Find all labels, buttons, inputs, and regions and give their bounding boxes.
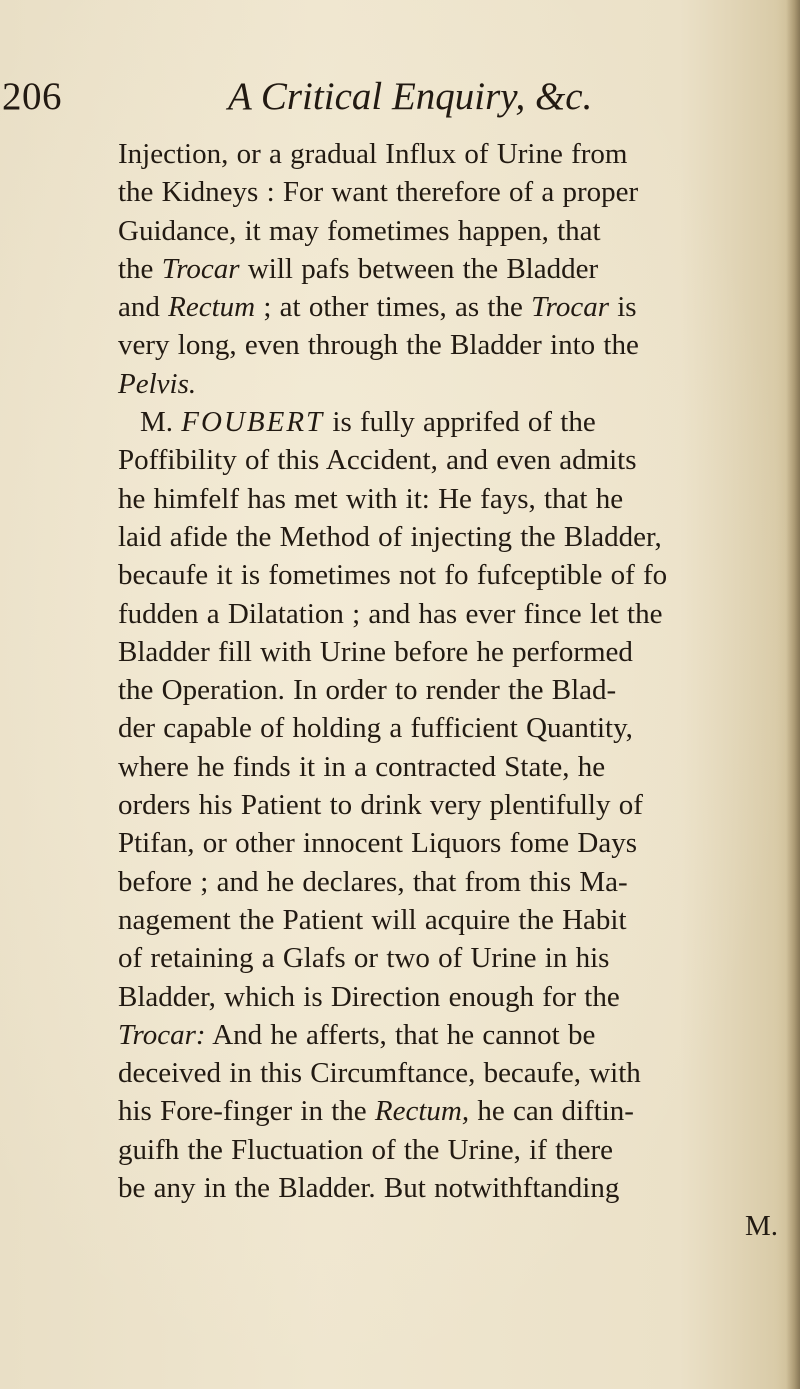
text-line	[118, 1092, 798, 1130]
text-run: he can diftin-	[469, 1095, 634, 1128]
text-line	[118, 1016, 798, 1054]
text-line	[118, 1131, 798, 1169]
text-line	[118, 135, 798, 173]
text-run: becaufe it is fometimes not fo fufceptible of fo	[118, 559, 668, 592]
text-line	[118, 250, 798, 288]
text-line	[118, 480, 798, 518]
text-line	[118, 212, 798, 250]
text-run: and	[118, 291, 169, 324]
text-run: Poffibility of this Accident, and even admits	[118, 444, 637, 477]
text-run: der capable of holding a fufficient Quantity,	[118, 712, 633, 745]
page-header	[0, 74, 800, 130]
text-run: And he afferts, that he cannot be	[205, 1018, 596, 1051]
text-run: before ; and he declares, that from this Ma-	[118, 865, 628, 898]
text-line	[118, 1054, 798, 1092]
text-run: ; at other times, as the	[255, 291, 532, 324]
page-number: 206	[2, 75, 62, 118]
text-run: deceived in this Circumftance, becaufe, with	[118, 1057, 641, 1090]
text-run: the	[118, 252, 162, 285]
text-run: will pafs between the Bladder	[239, 252, 599, 285]
running-head: A Critical Enquiry, &c.	[228, 75, 593, 118]
text-run: guifh the Fluctuation of the Urine, if there	[118, 1133, 614, 1166]
text-line	[118, 633, 798, 671]
text-line	[118, 326, 798, 364]
text-line	[118, 748, 798, 786]
text-run: Guidance, it may fometimes happen, that	[118, 214, 601, 247]
text-line	[118, 288, 798, 326]
text-run: laid afide the Method of injecting the Bladder,	[118, 520, 662, 553]
text-run: Bladder, which is Direction enough for the	[118, 980, 620, 1013]
text-line	[118, 786, 798, 824]
italic-text: Trocar	[161, 252, 240, 285]
text-run: Bladder fill with Urine before he performed	[118, 635, 633, 668]
text-run: is	[609, 291, 637, 324]
text-run: nagement the Patient will acquire the Habit	[118, 903, 627, 936]
text-run: M.	[140, 406, 182, 439]
text-run: fudden a Dilatation ; and has ever fince let the	[118, 597, 663, 630]
text-line	[118, 939, 798, 977]
text-run: is fully apprifed of the	[324, 406, 596, 439]
text-run: orders his Patient to drink very plentifully of	[118, 789, 643, 822]
text-line	[118, 403, 798, 441]
catchword: M.	[744, 1210, 778, 1243]
text-run: be any in the Bladder. But notwithftanding	[118, 1172, 620, 1205]
text-line	[118, 441, 798, 479]
text-run: he himfelf has met with it: He fays, that he	[118, 482, 624, 515]
italic-text: FOUBERT	[181, 406, 325, 439]
italic-text: Trocar:	[118, 1018, 206, 1051]
text-run: of retaining a Glafs or two of Urine in his	[118, 942, 610, 975]
text-run: very long, even through the Bladder into the	[118, 329, 639, 362]
text-line	[118, 173, 798, 211]
text-run: the Operation. In order to render the Blad-	[118, 674, 617, 707]
text-run: where he finds it in a contracted State, he	[118, 750, 606, 783]
text-line	[118, 556, 798, 594]
text-line	[118, 824, 798, 862]
text-run: his Fore-finger in the	[118, 1095, 375, 1128]
body-text	[118, 135, 798, 1246]
text-line	[118, 595, 798, 633]
italic-text: Rectum,	[374, 1095, 470, 1128]
text-line	[118, 518, 798, 556]
text-run: Ptifan, or other innocent Liquors fome Days	[118, 827, 638, 860]
text-line	[118, 365, 798, 403]
text-run: Injection, or a gradual Influx of Urine from	[118, 138, 628, 170]
text-line	[118, 1169, 798, 1207]
italic-text: Rectum	[168, 291, 256, 324]
text-line	[118, 978, 798, 1016]
text-line	[118, 671, 798, 709]
text-line	[118, 901, 798, 939]
text-line	[118, 863, 798, 901]
italic-text: Trocar	[531, 291, 609, 324]
text-line	[118, 709, 798, 747]
italic-text: Pelvis.	[118, 367, 197, 400]
text-run: the Kidneys : For want therefore of a proper	[118, 176, 639, 209]
